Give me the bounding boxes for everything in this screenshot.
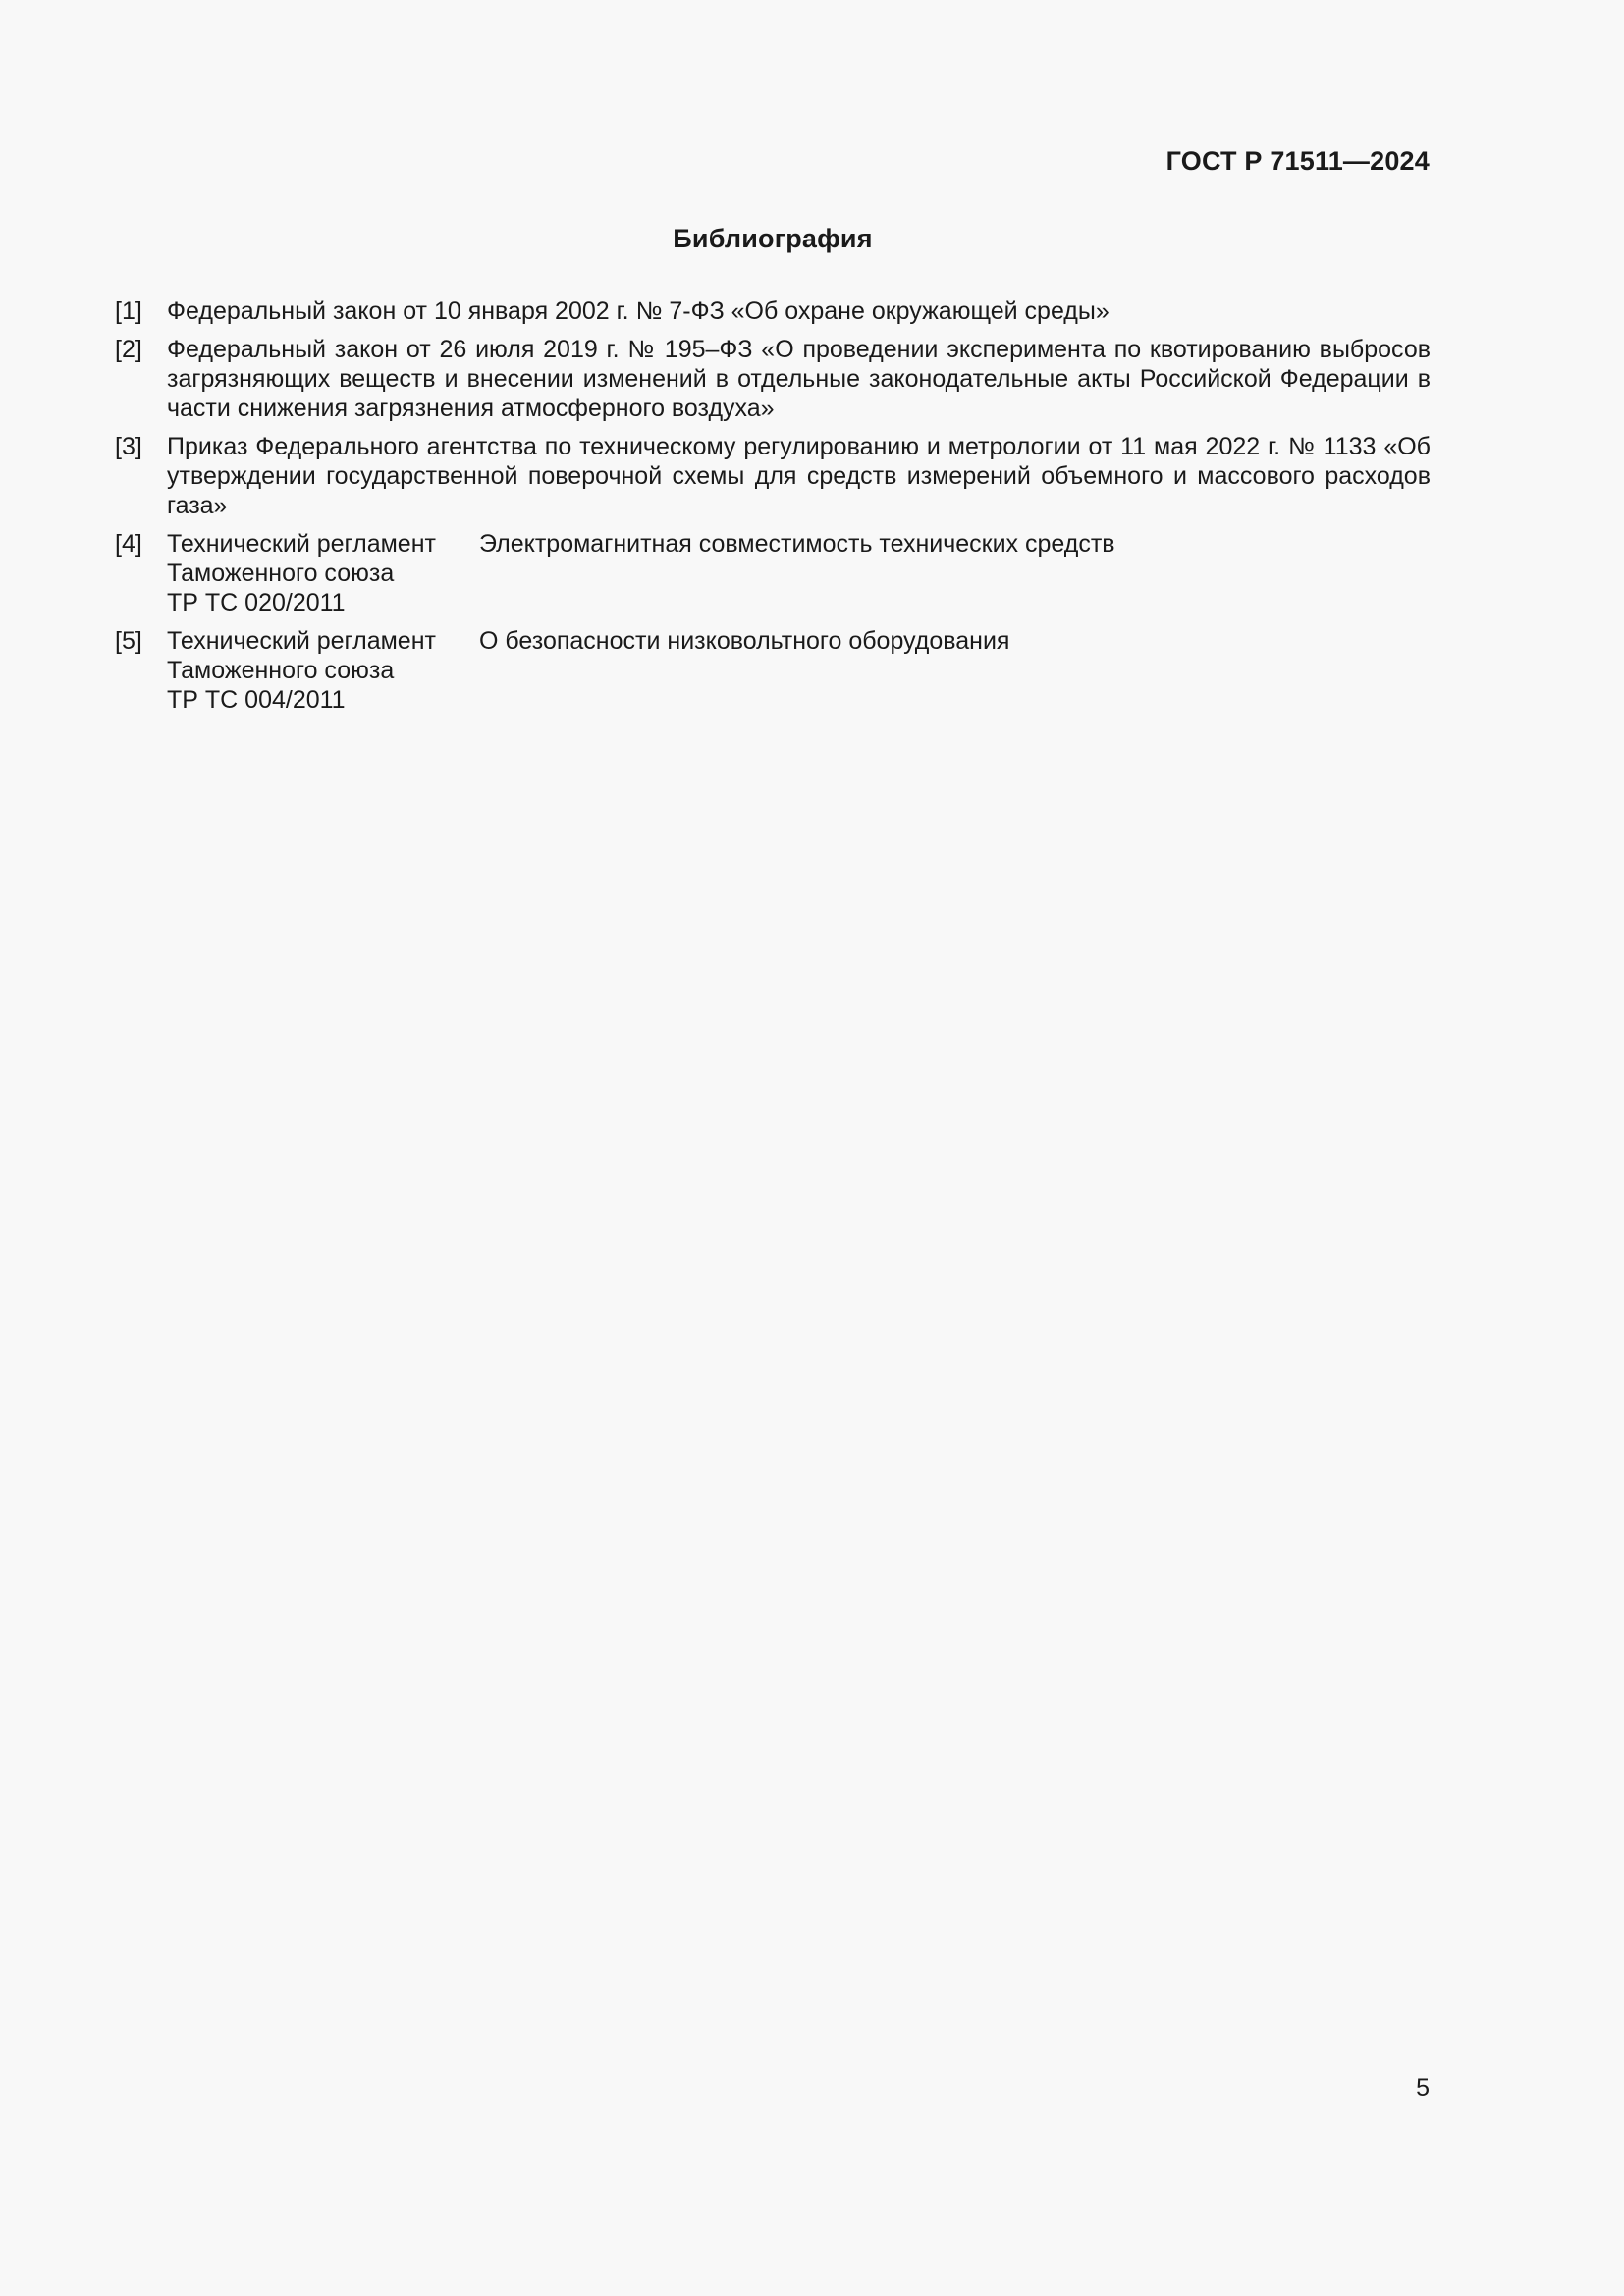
regulation-line: Таможенного союза <box>167 657 395 684</box>
entry-number: [4] <box>115 530 142 558</box>
entry-number: [1] <box>115 297 142 325</box>
regulation-line: Таможенного союза <box>167 560 395 587</box>
regulation-designation <box>167 626 479 715</box>
bibliography-title: Библиография <box>673 224 873 253</box>
regulation-title: О безопасности низковольтного оборудования <box>479 627 1010 655</box>
regulation-line: ТР ТС 004/2011 <box>167 686 346 714</box>
entry-number: [5] <box>115 627 142 655</box>
bibliography-entry <box>115 529 1431 617</box>
entry-number: [3] <box>115 433 142 460</box>
document-code: ГОСТ Р 71511—2024 <box>1165 146 1430 176</box>
regulation-line: Технический регламент <box>167 530 436 558</box>
regulation-designation <box>167 529 479 617</box>
regulation-line: ТР ТС 020/2011 <box>167 589 346 616</box>
regulation-title: Электромагнитная совместимость технических средств <box>479 530 1115 558</box>
regulation-line: Технический регламент <box>167 627 436 655</box>
bibliography-entry <box>115 335 1431 423</box>
bibliography-entry <box>115 432 1431 520</box>
entry-text: Федеральный закон от 26 июля 2019 г. № 195–ФЗ «О проведении эксперимента по квотированию выбросов загрязняющих веществ и внесении изменений в отдельные законодательные акты Российской Федерации в части снижения загрязнения атмосферного воздуха» <box>167 336 1431 422</box>
bibliography-entry <box>115 296 1431 326</box>
entry-text: Приказ Федерального агентства по техническому регулированию и метрологии от 11 мая 2022 г. № 1133 «Об утверждении государственной поверочной схемы для средств измерений объемного и массового расходов газа» <box>167 433 1431 519</box>
entry-number: [2] <box>115 336 142 363</box>
bibliography-entry <box>115 626 1431 715</box>
entry-text: Федеральный закон от 10 января 2002 г. № 7-ФЗ «Об охране окружающей среды» <box>167 297 1110 325</box>
page-number: 5 <box>1416 2074 1430 2102</box>
bibliography-list <box>115 296 1431 723</box>
